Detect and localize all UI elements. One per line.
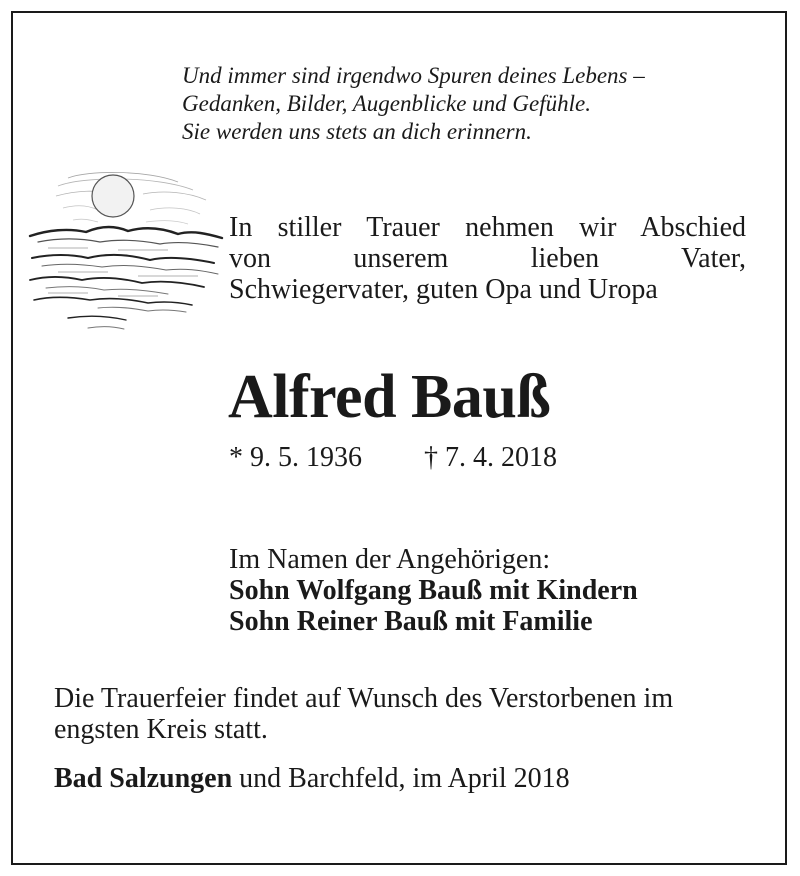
memorial-poem	[182, 62, 762, 146]
family-intro: Im Namen der Angehörigen:	[229, 544, 551, 575]
mountain-ridges	[30, 227, 222, 329]
deceased-name: Alfred Bauß	[228, 363, 551, 431]
city-name: Bad Salzungen	[54, 763, 233, 794]
death-date: † 7. 4. 2018	[424, 442, 557, 473]
place-date-line	[54, 763, 570, 794]
family-member: Sohn Wolfgang Bauß mit Kindern	[229, 575, 638, 606]
poem-line: Und immer sind irgendwo Spuren deines Lebens –	[182, 63, 645, 88]
life-dates	[229, 442, 557, 474]
place-date-rest: und Barchfeld, im April 2018	[232, 763, 570, 794]
poem-line: Gedanken, Bilder, Augenblicke und Gefühle.	[182, 91, 591, 116]
moon-landscape-icon	[28, 168, 224, 338]
farewell-line: Schwiegervater, guten Opa und Uropa	[229, 274, 658, 305]
funeral-notice: Die Trauerfeier findet auf Wunsch des Verstorbenen im engsten Kreis statt.	[54, 683, 674, 745]
farewell-line: In stiller Trauer nehmen wir Abschied	[229, 212, 746, 243]
farewell-line: von unserem lieben Vater,	[229, 243, 746, 274]
farewell-text	[229, 212, 746, 305]
poem-line: Sie werden uns stets an dich erinnern.	[182, 119, 532, 144]
birth-date: * 9. 5. 1936	[229, 442, 362, 473]
family-signature	[229, 544, 638, 637]
moon-icon	[92, 175, 134, 217]
family-member: Sohn Reiner Bauß mit Familie	[229, 606, 593, 637]
